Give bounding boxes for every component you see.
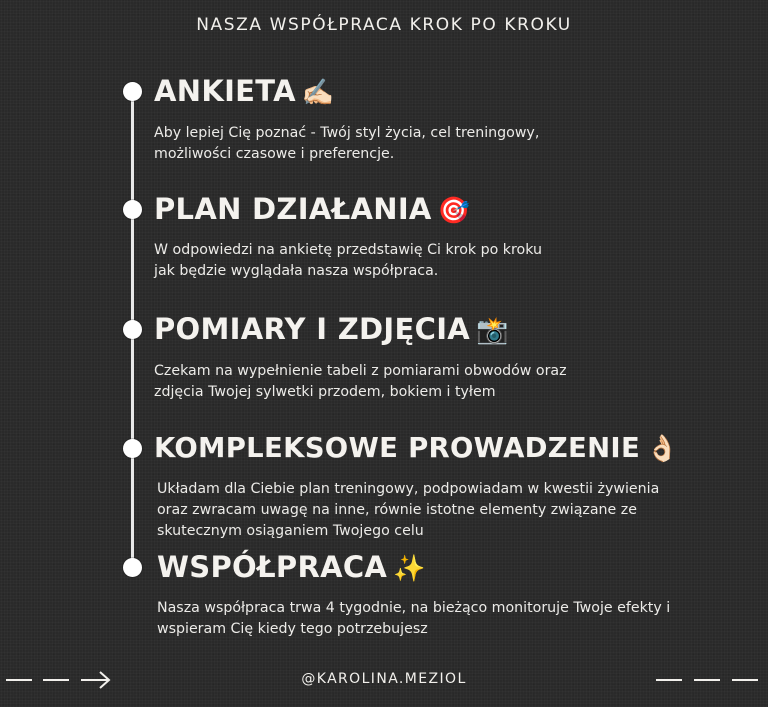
step-title-text: WSPÓŁPRACA [157, 550, 388, 584]
step-marker-pomiary [123, 320, 142, 339]
dashes-icon [652, 670, 762, 690]
step-description-plan-dzialania [154, 240, 542, 282]
step-title-kompleksowe-prowadzenie [154, 431, 679, 466]
step-title-text: KOMPLEKSOWE PROWADZENIE [154, 432, 641, 464]
description-line: W odpowiedzi na ankietę przedstawię Ci krok po kroku [154, 242, 542, 258]
target-icon: 🎯 [437, 196, 471, 226]
description-line: wspieram Cię kiedy tego potrzebujesz [157, 621, 428, 637]
description-line: możliwości czasowe i preferencje. [154, 146, 395, 162]
instagram-handle: @KAROLINA.MEZIOL [301, 671, 467, 687]
dash [656, 679, 682, 681]
description-line: zdjęcia Twojej sylwetki przodem, bokiem i tyłem [154, 384, 496, 400]
step-title-wspolpraca [157, 550, 426, 586]
description-line: Układam dla Ciebie plan treningowy, podpowiadam w kwestii żywienia [157, 481, 660, 497]
step-title-pomiary [154, 312, 509, 348]
step-description-wspolpraca [157, 598, 670, 640]
step-title-plan-dzialania [154, 192, 470, 228]
description-line: Nasza współpraca trwa 4 tygodnie, na bieżąco monitoruje Twoje efekty i [157, 600, 671, 616]
writing-hand-icon: ✍🏻 [301, 78, 335, 108]
description-line: oraz zwracam uwagę na inne, równie istotne elementy związane ze [157, 502, 637, 518]
step-title-text: ANKIETA [154, 74, 296, 108]
step-description-kompleksowe-prowadzenie [157, 479, 659, 542]
step-marker-ankieta [123, 82, 142, 101]
step-marker-plan-dzialania [123, 200, 142, 219]
step-marker-wspolpraca [123, 558, 142, 577]
sparkles-icon: ✨ [393, 554, 426, 584]
dash [694, 679, 720, 681]
step-description-pomiary [154, 361, 567, 403]
step-description-ankieta [154, 123, 539, 165]
description-line: Czekam na wypełnienie tabeli z pomiarami obwodów oraz [154, 363, 567, 379]
ok-hand-icon: 👌🏻 [646, 434, 679, 464]
description-line: jak będzie wyglądała nasza współpraca. [154, 263, 439, 279]
dash [732, 679, 758, 681]
page-title: NASZA WSPÓŁPRACA KROK PO KROKU [196, 15, 572, 35]
step-title-text: POMIARY I ZDJĘCIA [154, 312, 471, 346]
description-line: skutecznym osiąganiem Twojego celu [157, 523, 424, 539]
step-title-ankieta [154, 74, 335, 110]
description-line: Aby lepiej Cię poznać - Twój styl życia, cel treningowy, [154, 125, 540, 141]
step-marker-kompleksowe-prowadzenie [123, 439, 142, 458]
camera-flash-icon: 📸 [476, 316, 509, 346]
step-title-text: PLAN DZIAŁANIA [154, 192, 432, 226]
